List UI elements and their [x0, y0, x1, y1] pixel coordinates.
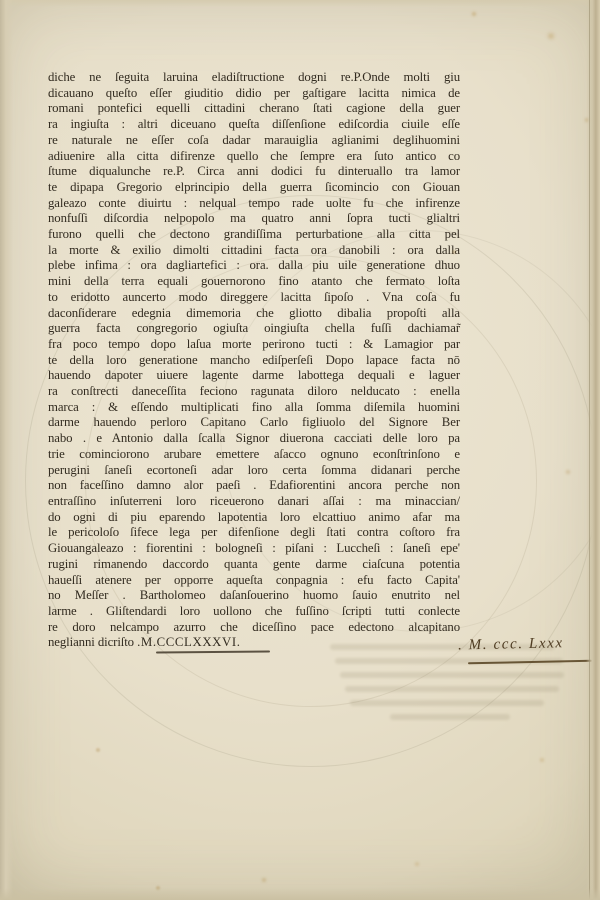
text-line: plebe infima : ora dagliartefici : ora. dalla piu uile generatione dhuo: [48, 258, 460, 273]
text-line: hauendo dapoter uiuere lagente darme labottega dequali e laguer: [48, 368, 460, 383]
text-line: larme . Gliſtendardi loro uollono che fuſſino ſcripti tutti conlecte: [48, 603, 460, 618]
text-line: diche ne ſeguita laruina eladiſtructione dogni re.P.Onde molti giu: [48, 70, 460, 84]
showthrough-line: [345, 686, 559, 692]
text-line: re naturale ne eſſer coſa dadar marauiglia aglianimi deglihuomini: [48, 132, 460, 147]
page-edge-left: [0, 0, 13, 900]
text-line: ra ingiuſta : altri diceuano queſta diſſenſione ediſcordia ciuile eſſe: [48, 117, 460, 132]
showthrough-line: [350, 700, 544, 706]
text-line: nonfuſſi diſcordia nelpopolo ma quatro anni ſopra tucti glialtri: [48, 211, 460, 226]
text-line: to eridotto auncerto modo direggere lacitta ſipoſo . Vna coſa fu: [48, 289, 460, 304]
margin-note-handwritten: . M. ccc. Lxxx: [457, 635, 564, 654]
text-line: mini della terra equali gouernorono fino atanto che fermato loſta: [48, 274, 460, 289]
text-line: galeazo conte diuirtu : nelqual tempo rade uolte fu che infirenze: [48, 195, 460, 210]
text-line: ra conſtrecti daneceſſita feciono ragunata diloro nelducato : enella: [48, 384, 460, 399]
text-line: entraſſino inſuterreni loro riceuerono danari aſſai : ma minaccian/: [48, 493, 460, 508]
text-line: rugini rimanendo daccordo quanta gente darme ciaſcuna potentia: [48, 556, 460, 571]
text-line: te della loro generatione mancho ediſperſeſi Dopo lapace facta nō: [48, 352, 460, 367]
text-line: dicauano queſto eſſer giuditio didio per gaſtigare lacitta nimica de: [48, 85, 460, 100]
text-line: fra poco tempo dopo laſua morte perirono tucti : & Lamagior par: [48, 336, 460, 351]
text-line: guerra facta congregorio ogiuſta oingiuſta chella fuſſi dachiamar̃: [48, 321, 460, 336]
text-line: romani pontefici equelli cittadini cherano ſtati cagione della guer: [48, 101, 460, 116]
text-line: non faceſſino damno alor paeſi . Edafiorentini ancora perche non: [48, 478, 460, 493]
text-line: ſtume diqualunche re.P. Circa anni dodici fu dinteruallo tra lamor: [48, 164, 460, 179]
text-line: re doro nelcampo azurro che diceſſino pace edectono alcapitano: [48, 619, 460, 634]
text-line: darme hauendo perloro Capitano Carlo figliuolo del Signore Ber: [48, 415, 460, 430]
foxing-spots: [0, 0, 4, 4]
final-line-text: neglianni dicriſto: [48, 635, 138, 650]
text-line: nabo . e Antonio dalla ſcalla Signor diuerona cacciati delle loro pa: [48, 431, 460, 446]
text-line: te dipapa Gregorio elprincipio della guerra ſicomincio con Giouan: [48, 179, 460, 194]
showthrough-line: [390, 714, 510, 720]
page-edge-bottom: [0, 888, 600, 900]
text-line: trie cominciorono arubare emettere aſacco ognuno econſtrinſono e: [48, 446, 460, 461]
printed-text-block: [48, 70, 460, 651]
text-line: perugini ſaneſi ecortoneſi adar loro certa ſomma didanari perche: [48, 462, 460, 477]
page-edge-top: [0, 0, 600, 7]
text-line: Giouangaleazo : fiorentini : bologneſi : piſani : Luccheſi : ſaneſi epe': [48, 541, 460, 556]
text-line: furono quelli che dectono grandiſſima perturbatione alla citta pel: [48, 227, 460, 242]
text-line: no Meſſer . Bartholomeo daſanſouerino huomo ſauio enutrito nel: [48, 588, 460, 603]
text-line-final: [48, 635, 460, 651]
text-line: marca : & eſſendo multiplicati fino alla ſomma diſemila huomini: [48, 399, 460, 414]
page-showthrough: [330, 642, 570, 737]
text-line: daconſiderare edegnia dimemoria che gliotto dibalia propoſti alla: [48, 305, 460, 320]
text-line: haueſſi atenere per opporre aqueſta conpagnia : efu facto Capita': [48, 572, 460, 587]
date-roman-numeral: .M.CCCLXXXVI.: [137, 635, 241, 650]
text-line: la morte & exilio dimolti cittadini facta ora danobili : ora dalla: [48, 242, 460, 257]
showthrough-line: [340, 672, 564, 678]
text-line: do ogni di piu eparendo lapotentia loro elcattiuo animo afar ma: [48, 509, 460, 524]
text-line: le pericoloſo ſifece lega per difenſione degli ſtati contra coſtoro fra: [48, 525, 460, 540]
text-line: adiuenire alla citta difirenze quello che ſempre era ſuto antico co: [48, 148, 460, 163]
